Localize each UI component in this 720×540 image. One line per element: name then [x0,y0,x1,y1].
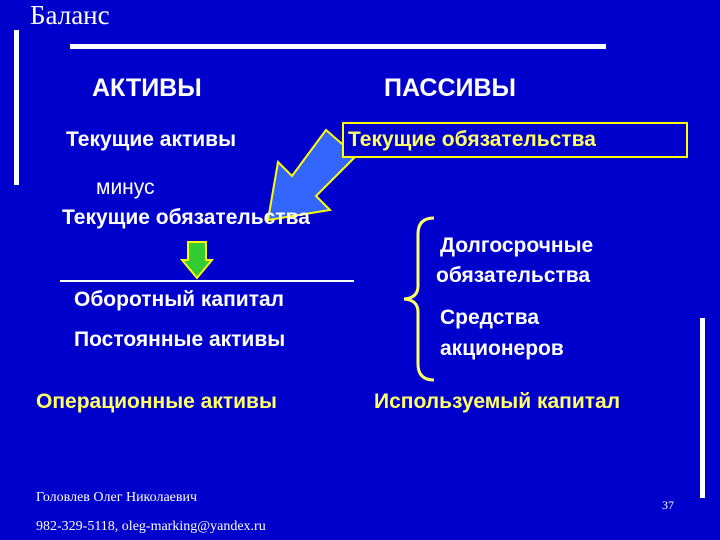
long-term-line-1: Долгосрочные [440,234,594,257]
slide-title: Баланс [30,0,110,30]
curly-brace-icon [398,214,438,384]
current-liabilities-box: Текущие обязательства [342,122,688,158]
assets-header: АКТИВЫ [92,74,202,102]
minus-label: минус [96,176,155,199]
sum-rule [60,280,354,282]
footer-author: Головлев Олег Николаевич [36,490,198,505]
footer-contacts: 982-329-5118, oleg-marking@yandex.ru [36,519,266,534]
top-horizontal-rule [70,44,606,49]
liabilities-header: ПАССИВЫ [384,74,517,102]
current-liabilities-label: Текущие обязательства [62,206,310,229]
current-assets-label: Текущие активы [66,128,237,151]
page-number: 37 [662,498,674,512]
left-vertical-rule [14,30,19,185]
fixed-assets-label: Постоянные активы [74,328,286,351]
right-vertical-rule [700,318,705,498]
equity-line-1: Средства [440,306,540,329]
working-capital-label: Оборотный капитал [74,288,284,311]
equity-line-2: акционеров [440,337,564,360]
operating-assets-label: Операционные активы [36,390,277,413]
capital-employed-label: Используемый капитал [374,390,621,413]
down-arrow-icon [180,240,214,280]
long-term-line-2: обязательства [436,264,591,287]
